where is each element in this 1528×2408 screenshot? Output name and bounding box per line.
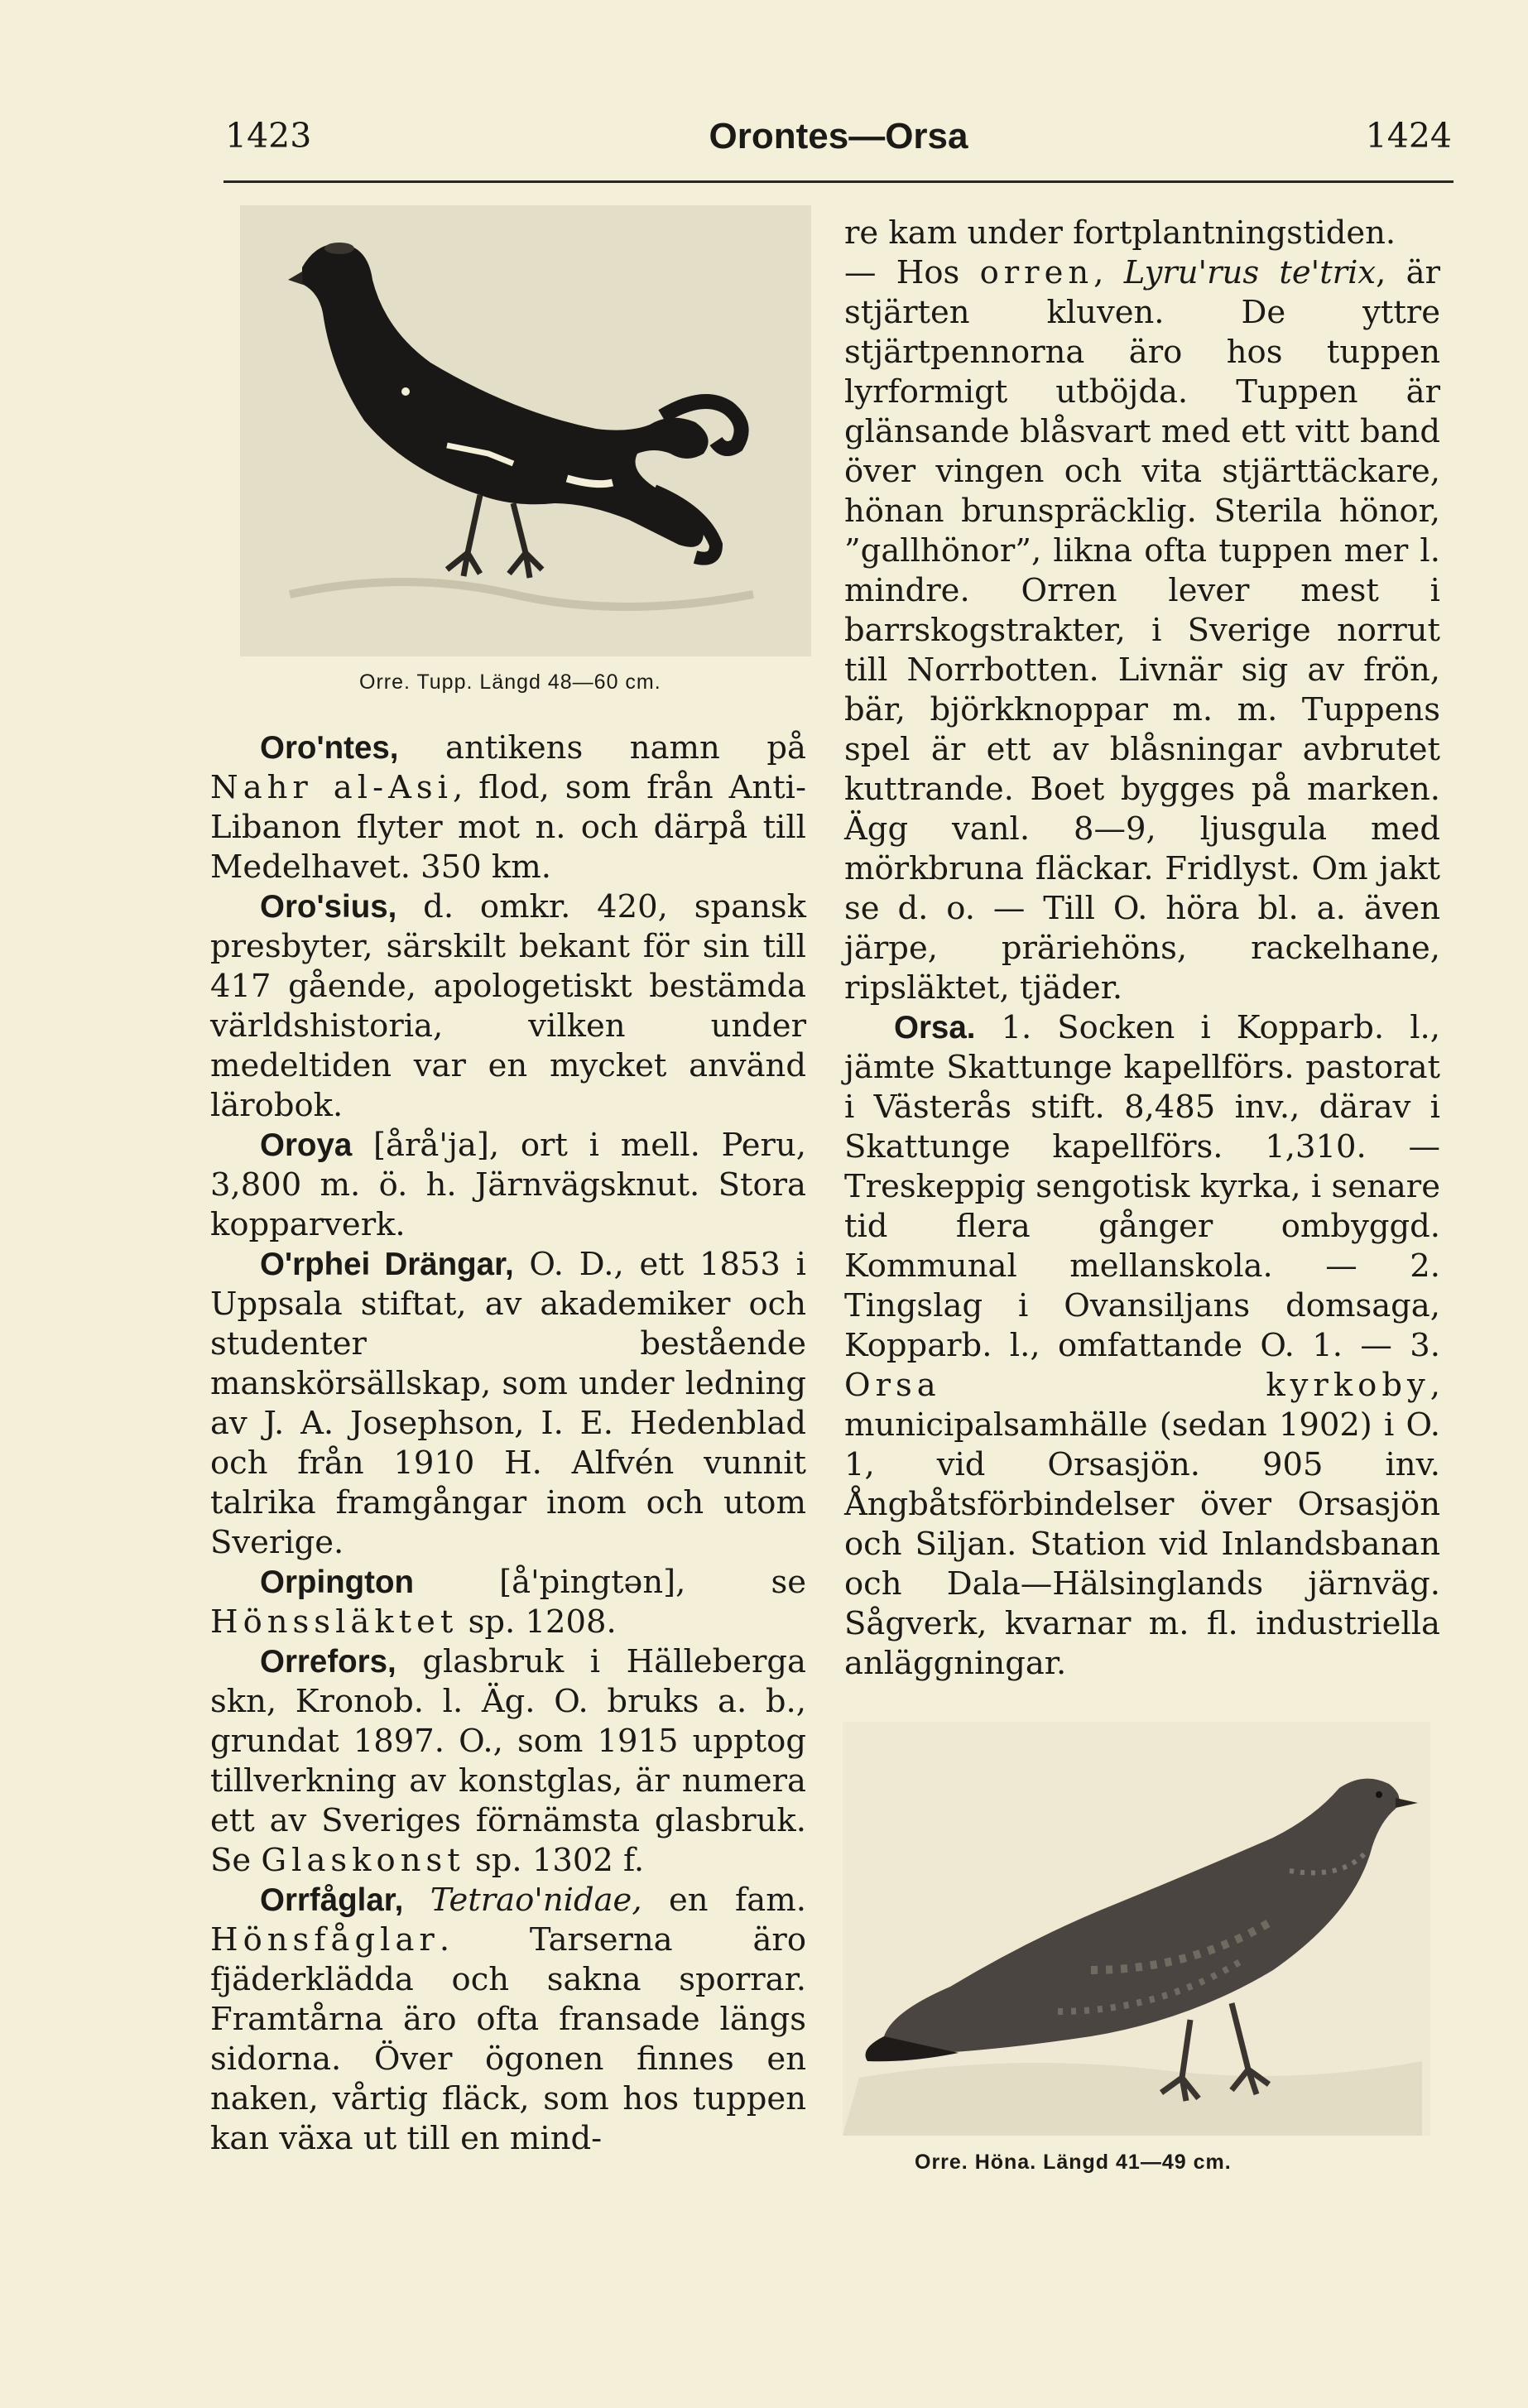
entry-orsa: Orsa. 1. Socken i Kopparb. l., jämte Skattunge kapellförs. pastorat i Västerås stift. 8,485 inv., därav i Skattunge kapellförs. 1,310. — Treskeppig sengotisk kyrka, i senare tid flera gånger ombyggd. Kommunal mellanskola. — 2. Tingslag i Ovansiljans domsaga, Kopparb. l., omfattande O. 1. — 3. Orsa kyrkoby, municipalsamhälle (sedan 1902) i O. 1, vid Orsasjön. 905 inv. Ångbåtsförbindelser över Orsasjön och Siljan. Station vid Inlandsbanan och Dala—Hälsinglands järnväg. Sågverk, kvarnar m. fl. industriella anläggningar. bbox=[844, 1009, 1440, 1682]
page-number-right: 1424 bbox=[1365, 116, 1452, 156]
header-rule bbox=[223, 180, 1454, 183]
headword: Oro'ntes, bbox=[260, 730, 399, 766]
black-grouse-cock-illustration bbox=[240, 205, 811, 656]
left-column bbox=[210, 728, 806, 2159]
page-title: Orontes—Orsa bbox=[709, 116, 968, 156]
black-grouse-hen-illustration bbox=[843, 1722, 1430, 2136]
headword: Oro'sius, bbox=[260, 889, 397, 925]
headword: Orrfåglar, bbox=[260, 1882, 404, 1918]
continuation-text: re kam under fortplantningstiden. bbox=[844, 214, 1396, 252]
entry-orrfaglar: Orrfåglar, Tetrao'nidae, en fam. Hönsfåglar. Tarserna äro fjäderklädda och sakna sporrar. Framtårna äro ofta fransade längs sidorna. Över ögonen finnes en naken, vårtig fläck, som hos tuppen kan växa ut till en mind- bbox=[210, 1882, 806, 2157]
headword: Oroya bbox=[260, 1127, 353, 1163]
page-header bbox=[225, 116, 1452, 175]
headword: O'rphei Drängar, bbox=[260, 1247, 514, 1282]
headword: Orpington bbox=[260, 1564, 415, 1600]
entry-oroya: Oroya [årå'ja], ort i mell. Peru, 3,800 m. ö. h. Järnvägsknut. Stora kopparverk. bbox=[210, 1127, 806, 1243]
black-grouse-cock-drawing bbox=[240, 205, 811, 656]
figure-caption-hen: Orre. Höna. Längd 41—49 cm. bbox=[915, 2151, 1232, 2174]
page-number-left: 1423 bbox=[225, 116, 312, 156]
right-column bbox=[844, 214, 1440, 1684]
entry-orpington: Orpington [å'pingtən], se Hönssläktet sp. 1208. bbox=[210, 1564, 806, 1641]
entry-orphei-drangar: O'rphei Drängar, O. D., ett 1853 i Uppsala stiftat, av akademiker och studenter bestående manskörsällskap, som under ledning av J. A. Josephson, I. E. Hedenblad och från 1910 H. Alfvén vunnit talrika framgångar inom och utom Sverige. bbox=[210, 1246, 807, 1561]
entry-orosius: Oro'sius, d. omkr. 420, spansk presbyter, särskilt bekant för sin till 417 gående, apologetiskt bestämda världshistoria, vilken under medeltiden var en mycket använd lärobok. bbox=[210, 888, 806, 1124]
entry-orontes: Oro'ntes, antikens namn på Nahr al-Asi, flod, som från Anti-Libanon flyter mot n. och därpå till Medelhavet. 350 km. bbox=[210, 729, 806, 886]
headword: Orsa. bbox=[894, 1010, 976, 1045]
entry-orrefors: Orrefors, glasbruk i Hälleberga skn, Kronob. l. Äg. O. bruks a. b., grundat 1897. O., som 1915 upptog tillverkning av konstglas, är numera ett av Sveriges förnämsta glasbruk. Se Glaskonst sp. 1302 f. bbox=[210, 1643, 806, 1879]
black-grouse-hen-drawing bbox=[843, 1722, 1430, 2136]
figure-caption-cock: Orre. Tupp. Längd 48—60 cm. bbox=[359, 670, 661, 694]
headword: Orrefors, bbox=[260, 1644, 396, 1680]
entry-orre: — Hos orren, Lyru'rus te'trix, är stjärten kluven. De yttre stjärtpennorna äro hos tuppen lyrformigt utböjda. Tuppen är glänsande blåsvart med ett vitt band över vingen och vita stjärttäckare, hönan brunspräcklig. Sterila hönor, ”gallhönor”, likna ofta tuppen mer l. mindre. Orren lever mest i barrskogstrakter, i Sverige norrut till Norrbotten. Livnär sig av frön, bär, björkknoppar m. m. Tuppens spel är ett av blåsningar avbrutet kuttrande. Boet bygges på marken. Ägg vanl. 8—9, ljusgula med mörkbruna fläckar. Fridlyst. Om jakt se d. o. — Till O. höra bl. a. även järpe, präriehöns, rackelhane, ripsläktet, tjäder. bbox=[844, 254, 1440, 1007]
